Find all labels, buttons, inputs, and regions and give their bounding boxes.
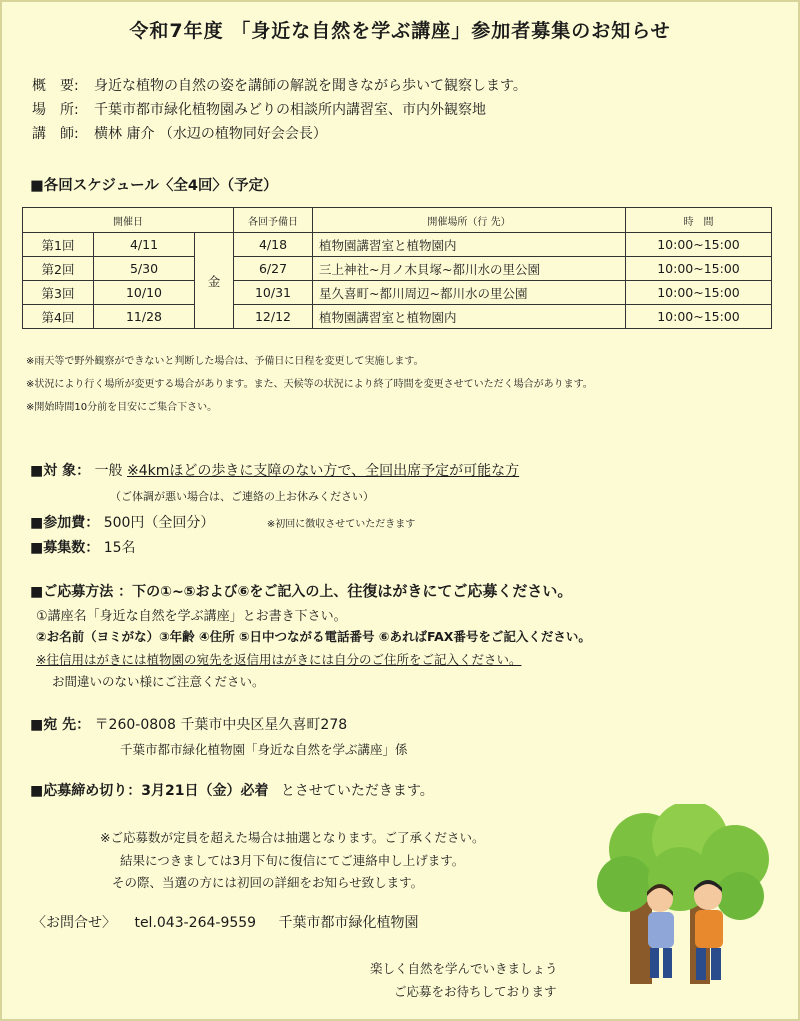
apply-heading: ■ご応募方法 ：下の①~⑤および⑥をご記入の上、往復はがきにてご応募ください。	[30, 582, 573, 600]
hikers-under-tree-illustration	[590, 804, 780, 994]
table-row: 第2回 5/30 6/27 三上神社~月ノ木貝塚~都川水の里公園 10:00~15:00	[23, 257, 772, 281]
apply-line-3: ※往信用はがきには植物園の宛先を返信用はがきには自分のご住所をご記入ください。	[36, 652, 522, 667]
overview-summary: 概 要: 身近な植物の自然の姿を講師の解説を聞きながら歩いて観察します。	[32, 78, 527, 94]
table-header-row	[23, 208, 772, 233]
apply-line-2: ②お名前（ヨミがな）③年齢 ④住所 ⑤日中つながる電話番号 ⑥あればFAX番号をご記入ください。	[36, 629, 591, 644]
note-change: ※状況により行く場所が変更する場合があります。また、天候等の状況により終了時間を変更させていただく場合があります。	[26, 379, 593, 390]
closing-line-1: 楽しく自然を学んでいきましょう	[370, 961, 558, 976]
target-line: ■対 象： 一般 ※4kmほどの歩きに支障のない方で、全回出席予定が可能な方	[30, 463, 520, 479]
schedule-table	[22, 207, 772, 329]
contact-line: 〈お問合せ〉 tel.043-264-9559 千葉市都市緑化植物園	[32, 915, 419, 931]
table-row: 第4回 11/28 12/12 植物園講習室と植物園内 10:00~15:00	[23, 305, 772, 329]
target-sub: （ご体調が悪い場合は、ご連絡の上お休みください）	[110, 490, 374, 503]
tree-icon	[597, 804, 769, 984]
apply-line-4: お間違いのない様にご注意ください。	[52, 674, 265, 689]
table-row: 第3回 10/10 10/31 星久喜町~都川周辺~都川水の里公園 10:00~15:00	[23, 281, 772, 305]
lottery-line-2: 結果につきましては3月下旬に復信にてご連絡申し上げます。	[120, 853, 465, 868]
hiker-left-icon	[647, 884, 674, 978]
table-row: 第1回 4/11 金 4/18 植物園講習室と植物園内 10:00~15:00	[23, 233, 772, 257]
overview-instructor: 講 師: 横林 庸介 （水辺の植物同好会会長）	[32, 126, 327, 142]
apply-line-1: ①講座名「身近な自然を学ぶ講座」とお書き下さい。	[36, 609, 347, 624]
closing-line-2: ご応募をお待ちしております	[394, 984, 557, 999]
lottery-line-1: ※ご応募数が定員を超えた場合は抽選となります。ご了承ください。	[100, 830, 485, 845]
fee-line: ■参加費： 500円（全回分） ※初回に徴収させていただきます	[30, 515, 416, 531]
address-sub: 千葉市都市緑化植物園「身近な自然を学ぶ講座」係	[120, 742, 408, 757]
note-gather: ※開始時間10分前を目安にご集合下さい。	[26, 402, 218, 413]
header-reserve: 各回予備日	[234, 208, 313, 233]
schedule-heading: ■各回スケジュール〈全4回〉（予定）	[30, 178, 278, 194]
note-rain: ※雨天等で野外観察ができないと判断した場合は、予備日に日程を変更して実施します。	[26, 356, 424, 367]
address-line: ■宛 先： 〒260-0808 千葉市中央区星久喜町278	[30, 717, 348, 733]
weekday-cell: 金	[195, 233, 234, 329]
page-title: 令和7年度 「身近な自然を学ぶ講座」参加者募集のお知らせ	[129, 20, 671, 42]
lottery-line-3: その際、当選の方には初回の詳細をお知らせ致します。	[112, 875, 424, 890]
overview-place: 場 所: 千葉市都市緑化植物園みどりの相談所内講習室、市内外観察地	[32, 102, 486, 118]
deadline-line: ■応募締め切り：3月21日（金）必着 とさせていただきます。	[30, 783, 434, 799]
capacity-line: ■募集数： 15名	[30, 540, 136, 556]
header-place: 開催場所（行 先）	[313, 208, 626, 233]
header-time: 時 間	[626, 208, 772, 233]
header-date: 開催日	[23, 208, 234, 233]
